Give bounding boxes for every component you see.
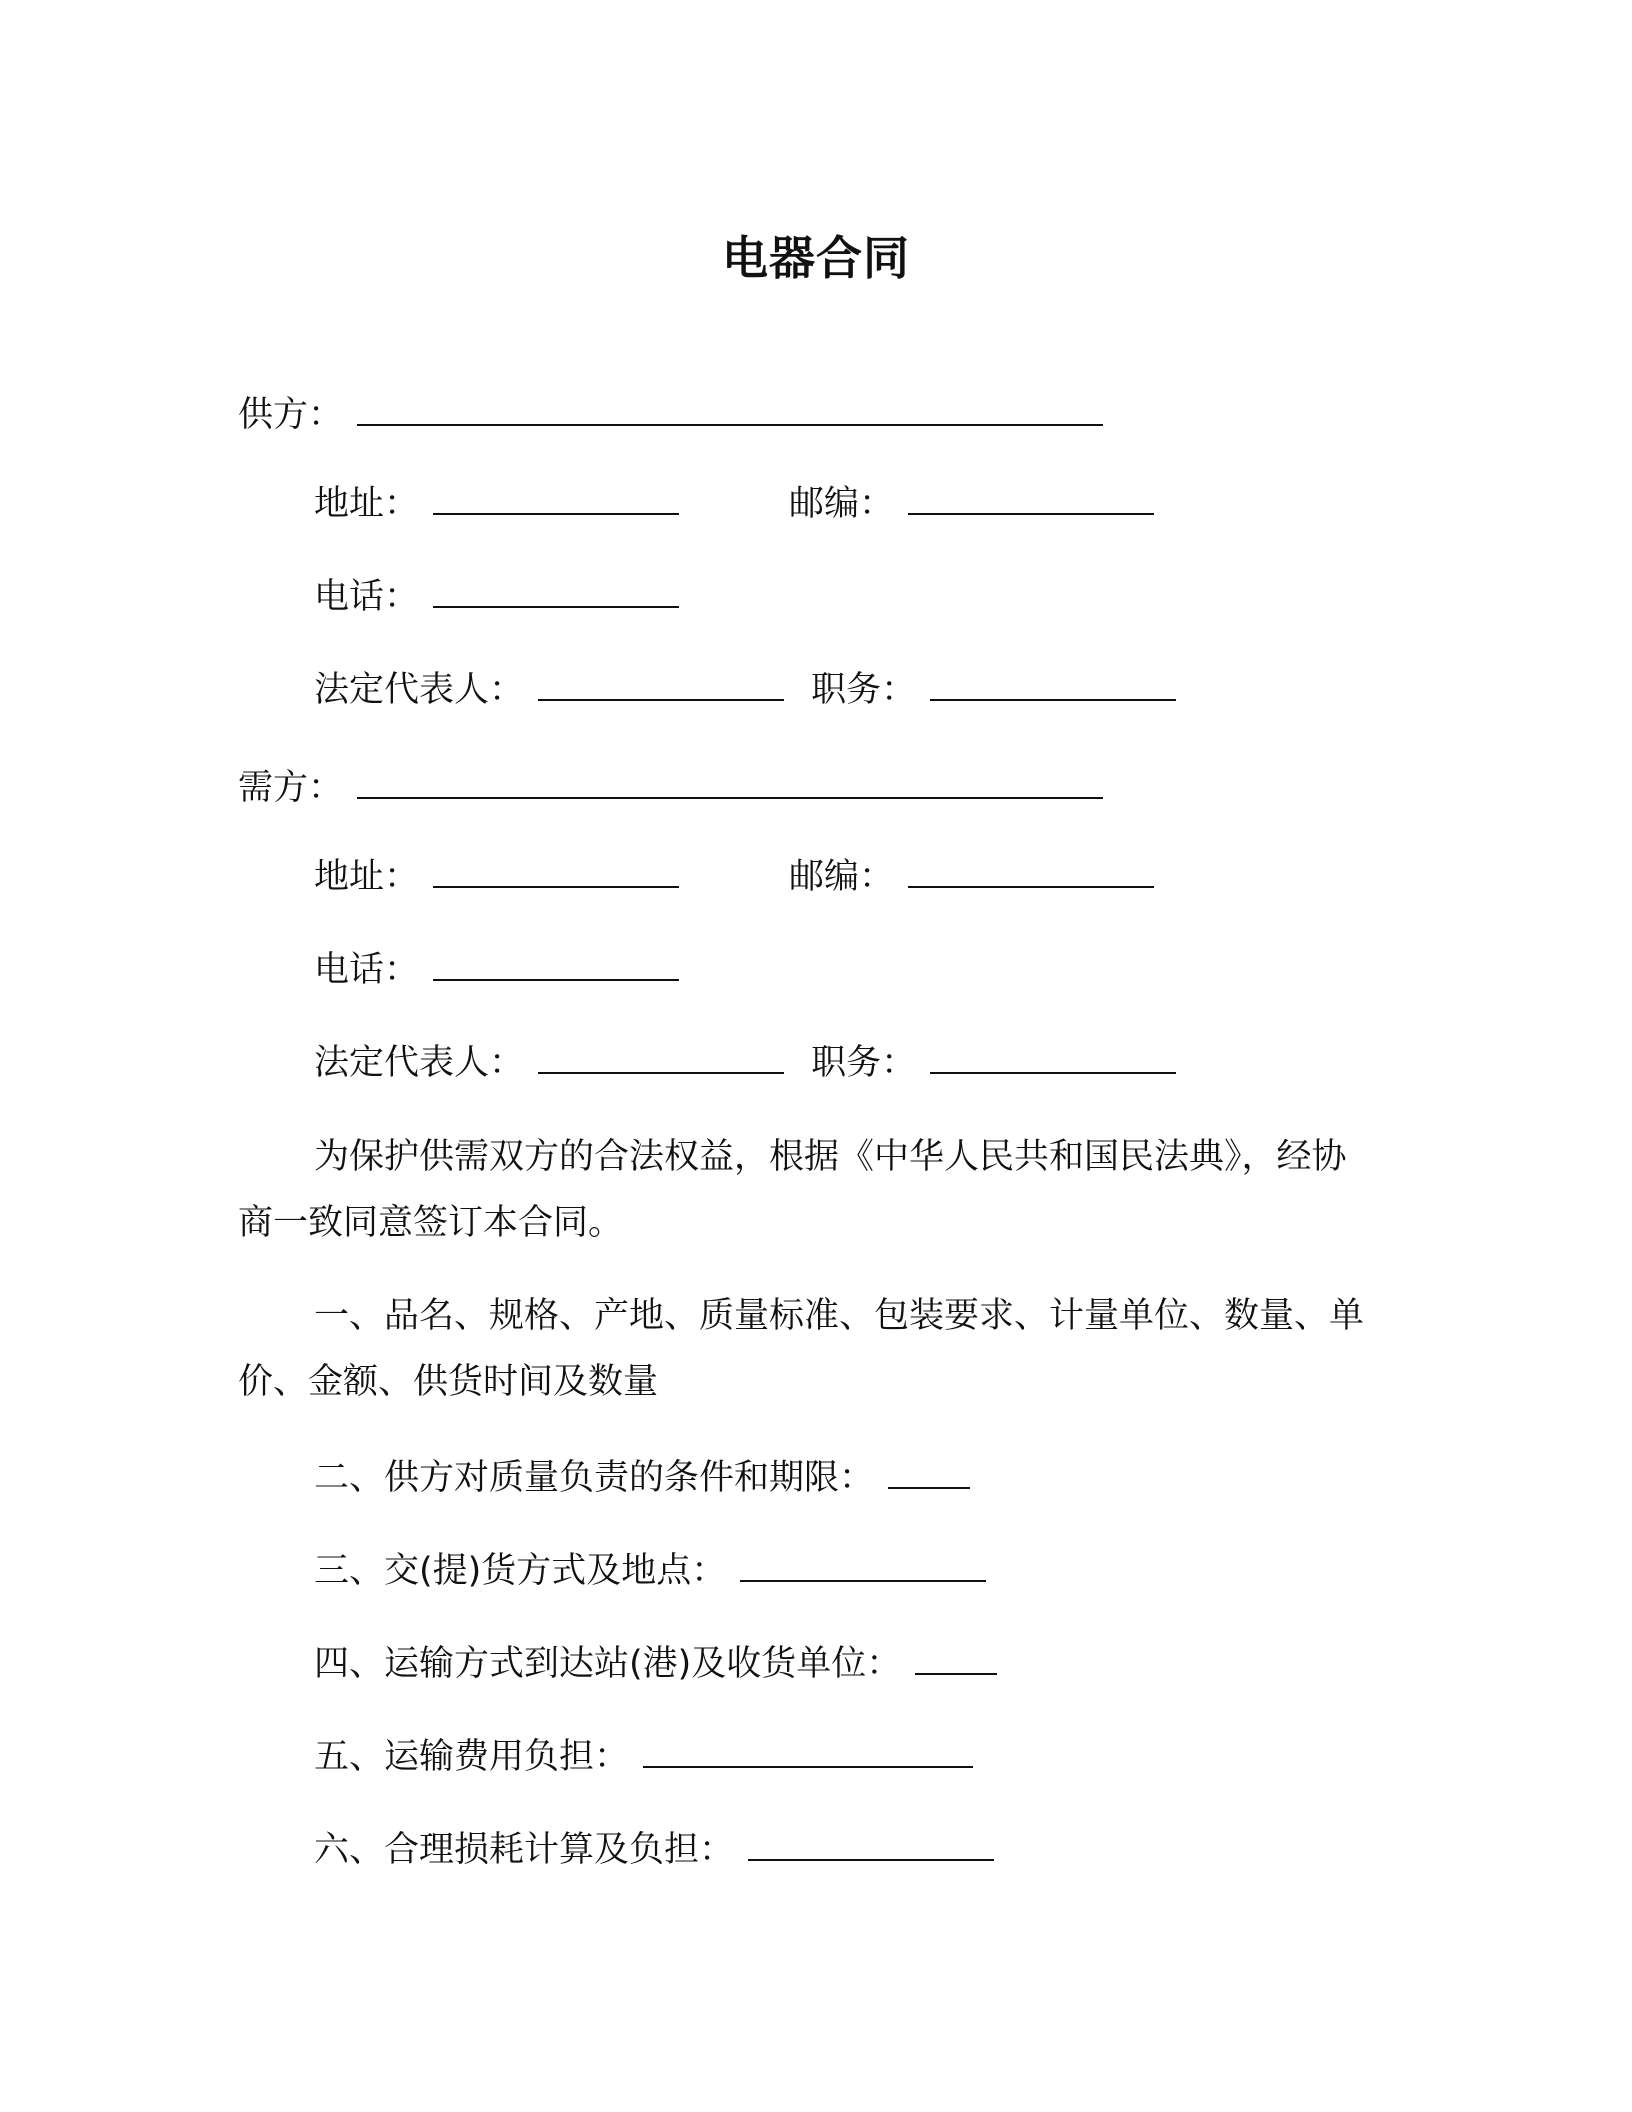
buyer-legal-rep-line [314, 1040, 1176, 1085]
buyer-phone-blank[interactable] [433, 947, 679, 981]
clause-2-line [314, 1455, 970, 1500]
clause-3: 三、交(提)货方式及地点： [314, 1551, 727, 1591]
clause-2: 二、供方对质量负责的条件和期限： [314, 1458, 875, 1498]
preamble-paragraph: 为保护供需双方的合法权益，根据《中华人民共和国民法典》，经协商一致同意签订本合同。 [238, 1137, 1347, 1243]
clause-5: 五、运输费用负担： [314, 1737, 630, 1777]
supplier-address-line [314, 481, 679, 526]
supplier-phone-blank[interactable] [433, 574, 679, 608]
clause-5-line [314, 1734, 973, 1779]
supplier-phone-label: 电话： [314, 577, 420, 617]
buyer-legal-rep-label: 法定代表人： [314, 1043, 525, 1083]
supplier-postcode-line [789, 481, 1154, 526]
clause-2-blank[interactable] [888, 1455, 970, 1489]
clause-3-blank[interactable] [740, 1548, 986, 1582]
supplier-label: 供方： [238, 395, 344, 435]
clause-3-line [314, 1548, 986, 1593]
clause-4: 四、运输方式到达站(港)及收货单位： [314, 1644, 902, 1684]
buyer-label: 需方： [238, 768, 344, 808]
buyer-legal-rep-blank[interactable] [538, 1040, 784, 1074]
supplier-address-label: 地址： [314, 484, 420, 524]
supplier-legal-rep-line [314, 667, 1176, 712]
clause-1: 一、品名、规格、产地、质量标准、包装要求、计量单位、数量、单价、金额、供货时间及数量 [238, 1296, 1365, 1402]
clause-6: 六、合理损耗计算及负担： [314, 1830, 735, 1870]
clause-5-blank[interactable] [643, 1734, 973, 1768]
clause-6-line [314, 1827, 994, 1872]
supplier-position-label: 职务： [811, 670, 917, 710]
clause-4-line [314, 1641, 997, 1686]
buyer-position-label: 职务： [811, 1043, 917, 1083]
buyer-postcode-line [789, 854, 1154, 899]
buyer-line [238, 765, 1103, 810]
supplier-legal-rep-label: 法定代表人： [314, 670, 525, 710]
buyer-phone-line [314, 947, 679, 992]
supplier-position-blank[interactable] [930, 667, 1176, 701]
clause-4-blank[interactable] [915, 1641, 997, 1675]
supplier-postcode-blank[interactable] [908, 481, 1154, 515]
supplier-legal-rep-blank[interactable] [538, 667, 784, 701]
buyer-postcode-label: 邮编： [789, 857, 895, 897]
buyer-address-label: 地址： [314, 857, 420, 897]
buyer-address-line [314, 854, 679, 899]
supplier-postcode-label: 邮编： [789, 484, 895, 524]
supplier-phone-line [314, 574, 679, 619]
clause-6-blank[interactable] [748, 1827, 994, 1861]
document-title: 电器合同 [722, 231, 910, 285]
buyer-address-blank[interactable] [433, 854, 679, 888]
buyer-postcode-blank[interactable] [908, 854, 1154, 888]
supplier-name-blank[interactable] [357, 392, 1103, 426]
supplier-line [238, 392, 1103, 437]
buyer-phone-label: 电话： [314, 950, 420, 990]
supplier-address-blank[interactable] [433, 481, 679, 515]
buyer-position-blank[interactable] [930, 1040, 1176, 1074]
buyer-name-blank[interactable] [357, 765, 1103, 799]
